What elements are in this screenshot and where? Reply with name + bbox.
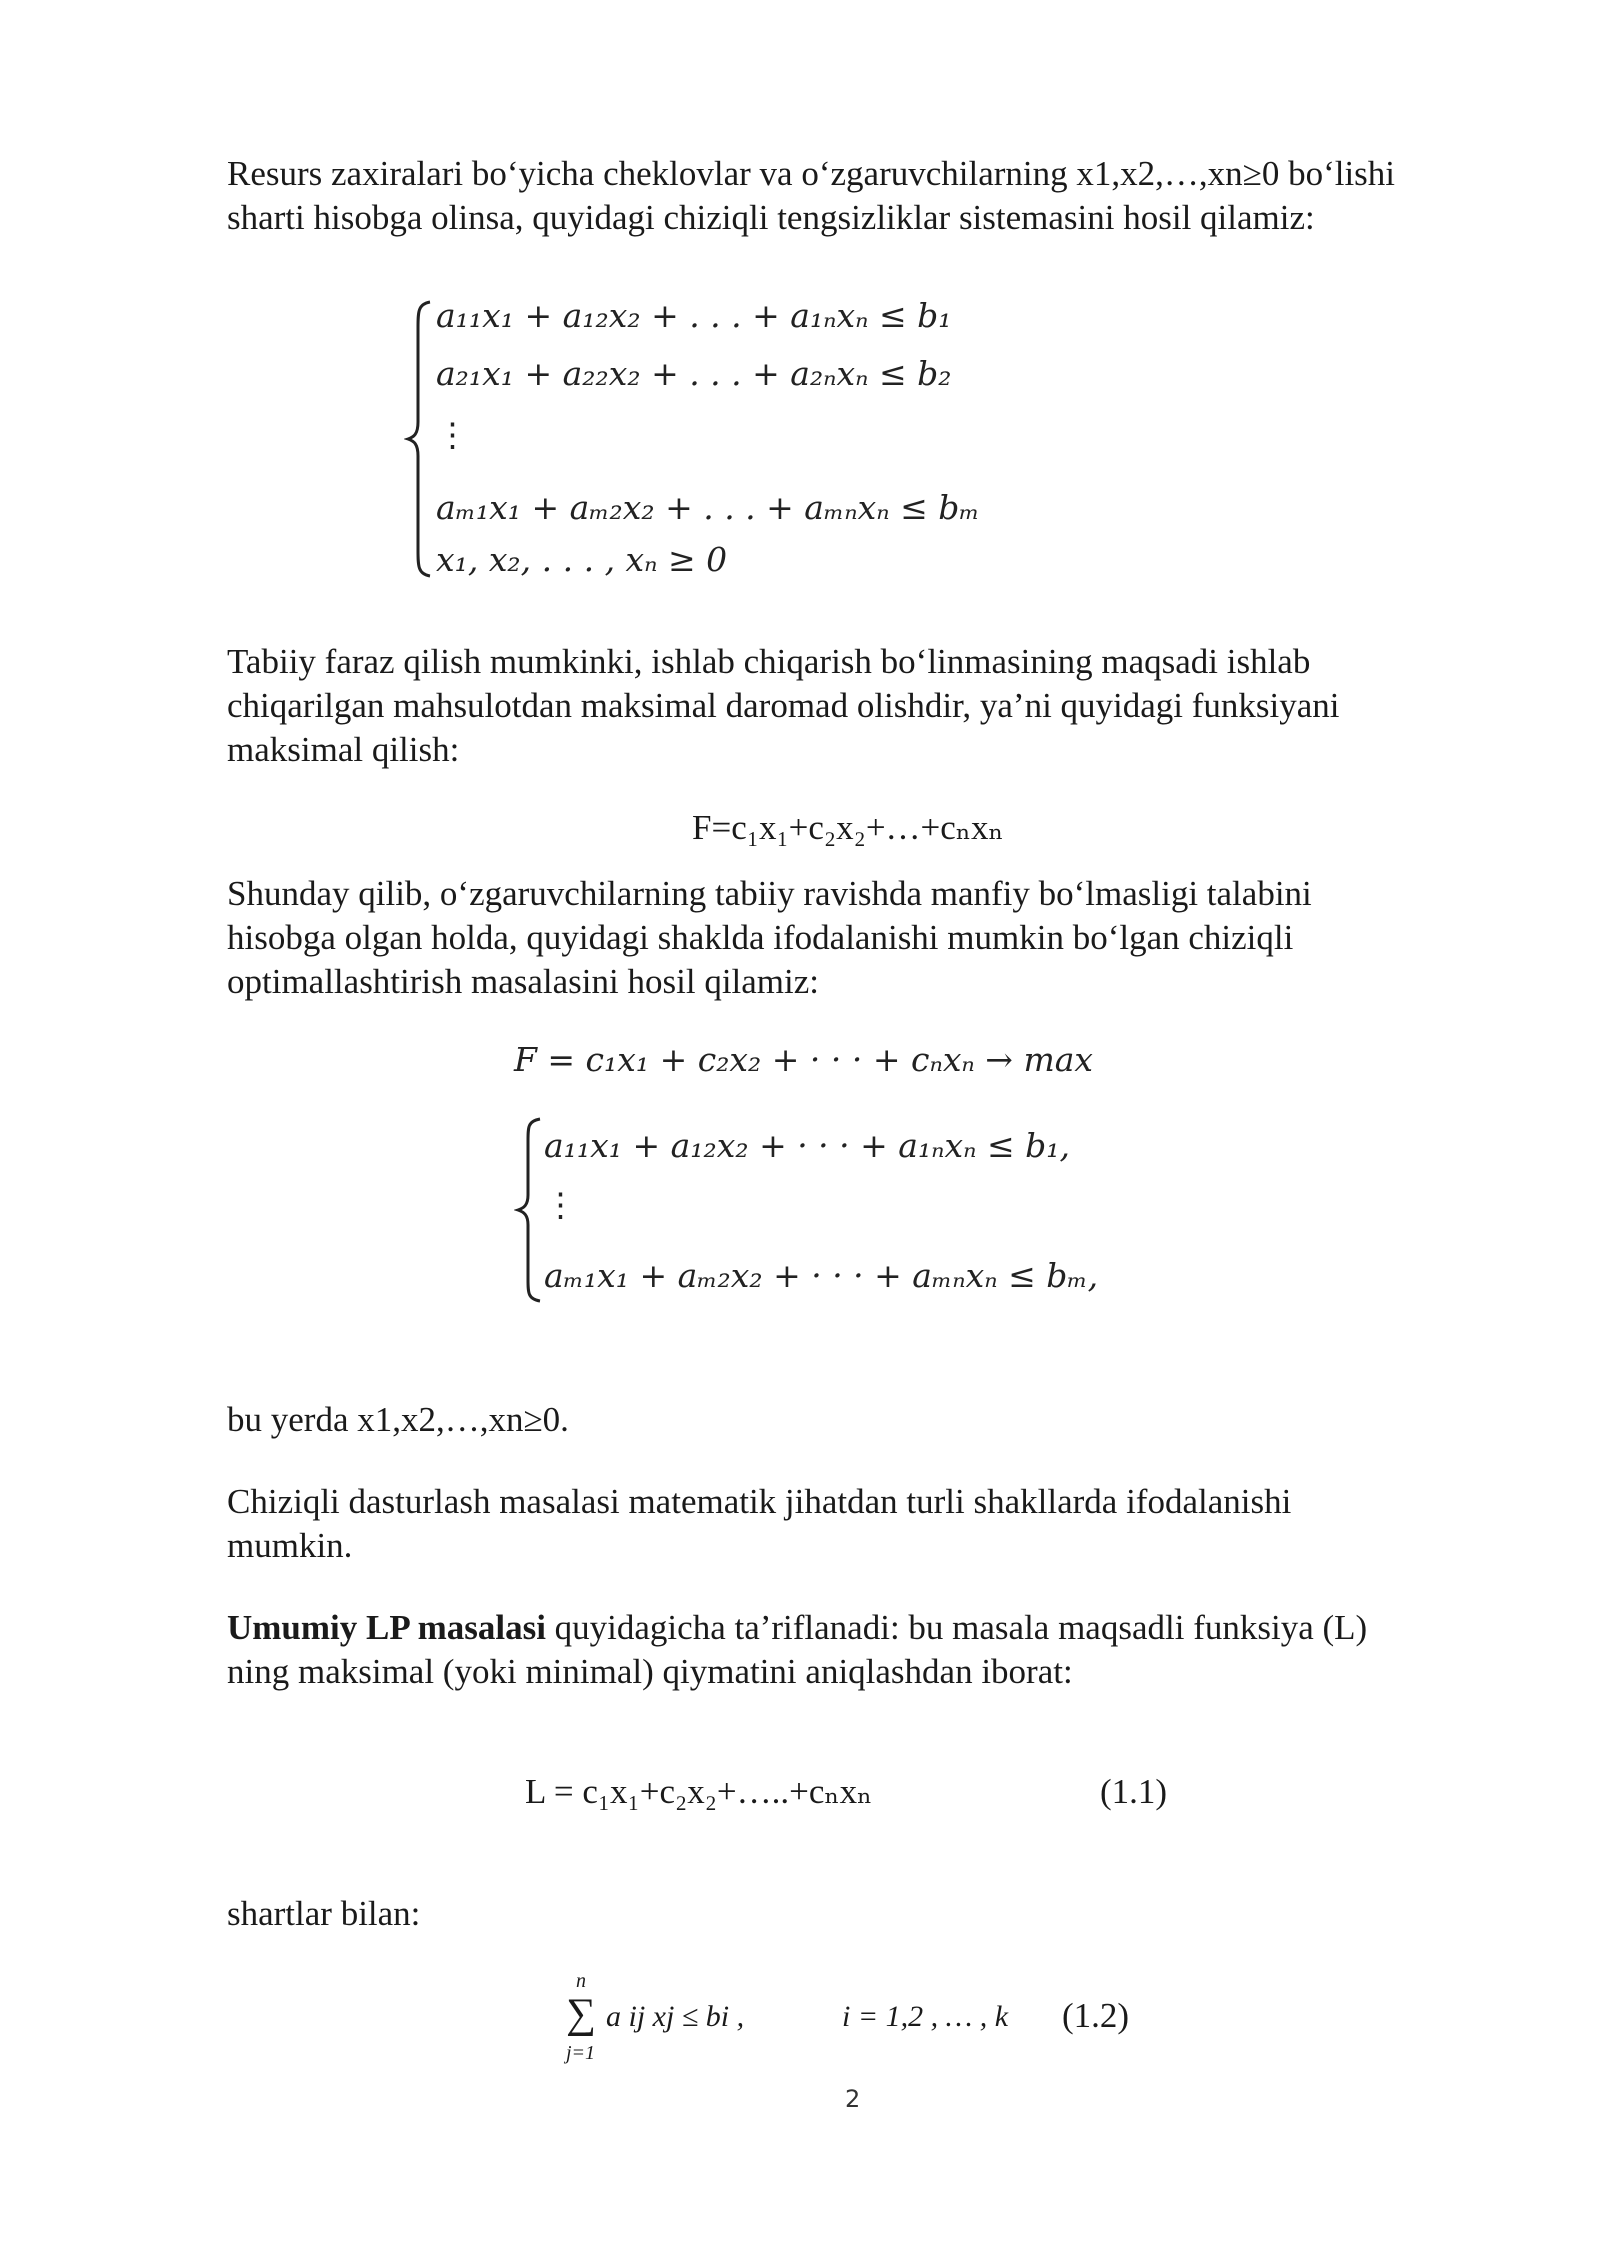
text-line: Chiziqli dasturlash masalasi matematik jihatdan turli shakllarda ifodalanishi: [227, 1482, 1292, 1521]
text-line: bu yerda x1,x2,…,xn≥0.: [227, 1400, 569, 1439]
system1-nonnegativity: x₁, x₂, . . . , xₙ ≥ 0: [436, 540, 728, 579]
system2-row-m: aₘ₁x₁ + aₘ₂x₂ + · · · + aₘₙxₙ ≤ bₘ,: [544, 1256, 1099, 1295]
sum-index-range: i = 1,2 , … , k: [842, 2000, 1009, 2033]
term-general-lp: Umumiy LP masalasi: [227, 1608, 546, 1647]
text-line: shartlar bilan:: [227, 1894, 421, 1933]
system2-row-1: a₁₁x₁ + a₁₂x₂ + · · · + a₁ₙxₙ ≤ b₁,: [544, 1126, 1071, 1165]
text-line: optimallashtirish masalasini hosil qilamiz:: [227, 962, 820, 1001]
text-line: chiqarilgan mahsulotdan maksimal daromad olishdir, ya’ni quyidagi funksiyani: [227, 686, 1340, 725]
text-line: Tabiiy faraz qilish mumkinki, ishlab chiqarish bo‘linmasining maqsadi ishlab: [227, 642, 1311, 681]
system2-vdots: ⋮: [544, 1185, 577, 1224]
system1-row-1: a₁₁x₁ + a₁₂x₂ + . . . + a₁ₙxₙ ≤ b₁: [436, 296, 952, 335]
objective-function: F = c₁x₁ + c₂x₂ + · · · + cₙxₙ → max: [514, 1040, 1094, 1079]
paragraph-objective-intro: [227, 640, 1487, 772]
left-brace-icon: [514, 1115, 544, 1305]
text-line: Resurs zaxiralari bo‘yicha cheklovlar va o‘zgaruvchilarning x1,x2,…,xn≥0 bo‘lishi: [227, 154, 1396, 193]
paragraph-general-lp: [227, 1606, 1487, 1694]
text-line: [227, 1606, 1487, 1650]
sum-lower-limit: j=1: [566, 2042, 596, 2064]
paragraph-intro: [227, 152, 1487, 240]
sum-upper-limit: n: [576, 1970, 586, 1992]
paragraph-forms: [227, 1480, 1487, 1568]
paragraph-where: [227, 1398, 1487, 1442]
text-line: maksimal qilish:: [227, 730, 460, 769]
equation-number-1-1: (1.1): [1100, 1772, 1168, 1811]
page-number: 2: [845, 2085, 861, 2113]
equation-number-1-2: (1.2): [1062, 1996, 1130, 2035]
paragraph-optimization-intro: [227, 872, 1487, 1004]
sum-body: a ij xj ≤ bi ,: [606, 2000, 745, 2033]
system1-vdots: ⋮: [436, 415, 469, 454]
left-brace-icon: [404, 298, 434, 580]
text-line: hisobga olgan holda, quyidagi shaklda ifodalanishi mumkin bo‘lgan chiziqli: [227, 918, 1294, 957]
formula-f: F=c₁x₁+c₂x₂+…+cₙxₙ: [692, 808, 1004, 847]
paragraph-conditions: [227, 1892, 1487, 1936]
text-line: mumkin.: [227, 1526, 353, 1565]
system1-row-m: aₘ₁x₁ + aₘ₂x₂ + . . . + aₘₙxₙ ≤ bₘ: [436, 488, 980, 527]
sum-symbol: ∑: [566, 1991, 596, 2037]
formula-l: L = c₁x₁+c₂x₂+…..+cₙxₙ: [525, 1772, 873, 1811]
text-line: sharti hisobga olinsa, quyidagi chiziqli tengsizliklar sistemasini hosil qilamiz:: [227, 198, 1315, 237]
text-line: ning maksimal (yoki minimal) qiymatini aniqlashdan iborat:: [227, 1652, 1073, 1691]
text-fragment: quyidagicha ta’riflanadi: bu masala maqsadli funksiya (L): [545, 1608, 1368, 1647]
text-line: Shunday qilib, o‘zgaruvchilarning tabiiy ravishda manfiy bo‘lmasligi talabini: [227, 874, 1312, 913]
system1-row-2: a₂₁x₁ + a₂₂x₂ + . . . + a₂ₙxₙ ≤ b₂: [436, 354, 952, 393]
